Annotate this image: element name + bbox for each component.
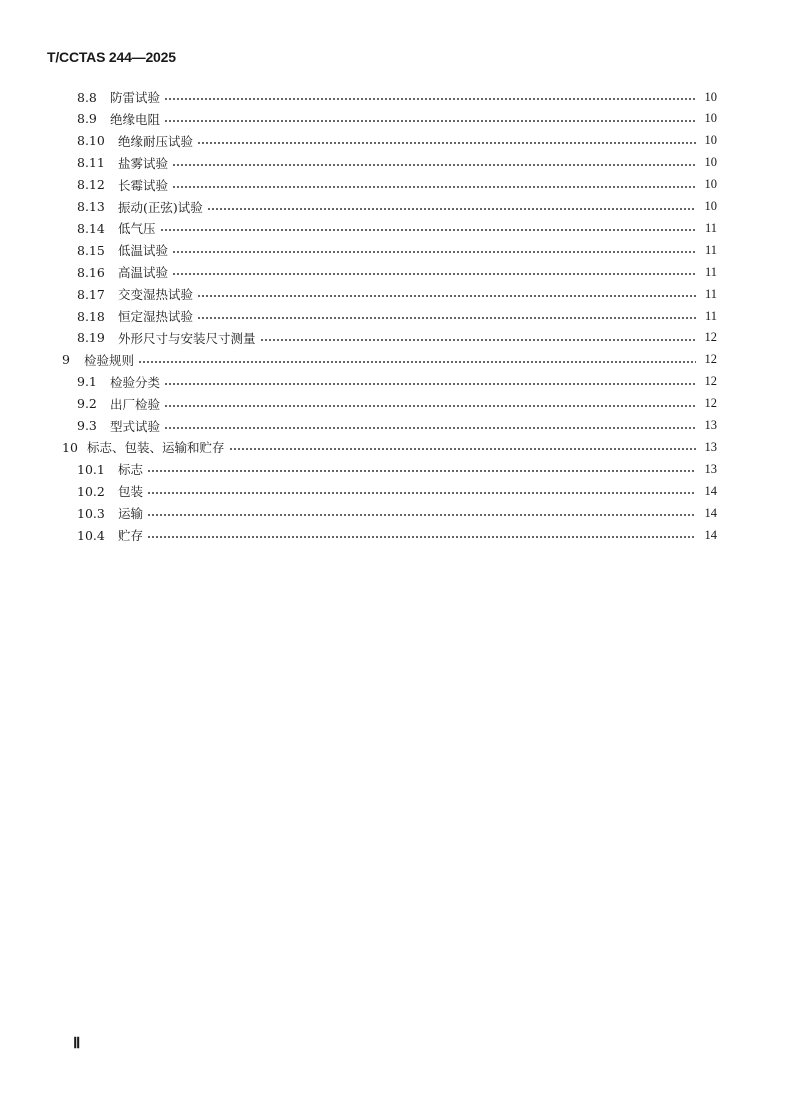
toc-entry[interactable] [0, 283, 790, 305]
toc-entry[interactable] [0, 436, 790, 458]
dot-leader [164, 376, 696, 388]
toc-entry-page: 14 [704, 483, 717, 498]
toc-entry-number: 8.10 [77, 133, 105, 149]
toc-entry[interactable] [0, 130, 790, 152]
toc-entry-number: 10.1 [77, 461, 105, 477]
toc-entry-number: 8.16 [77, 264, 105, 280]
toc-entry-page: 10 [704, 89, 717, 104]
toc-entry-number: 8.9 [77, 111, 97, 127]
toc-entry-title: 贮存 [118, 528, 144, 543]
toc-entry[interactable] [0, 502, 790, 524]
toc-entry-title: 低温试验 [118, 243, 169, 259]
toc-entry-title: 长霉试验 [118, 177, 169, 193]
toc-entry-page: 11 [704, 264, 717, 279]
toc-entry-page: 10 [704, 177, 717, 192]
toc-entry-page: 11 [704, 242, 717, 257]
dot-leader [197, 310, 696, 322]
toc-entry-number: 9.2 [77, 396, 97, 412]
dot-leader [260, 332, 696, 344]
toc-entry-title: 低气压 [118, 221, 156, 237]
toc-entry-title: 外形尺寸与安装尺寸测量 [118, 330, 256, 346]
dot-leader [164, 113, 696, 125]
toc-entry[interactable] [0, 371, 790, 393]
toc-entry-number: 10.2 [77, 483, 105, 499]
dot-leader [197, 135, 696, 147]
toc-entry[interactable] [0, 217, 790, 239]
toc-entry-page: 11 [704, 286, 717, 301]
toc-entry-page: 12 [704, 352, 717, 367]
toc-entry-title: 标志、包装、运输和贮存 [87, 440, 225, 456]
dot-leader [147, 485, 696, 497]
toc-entry-page: 12 [704, 330, 717, 345]
toc-entry-number: 8.13 [77, 199, 105, 214]
dot-leader [147, 507, 696, 519]
toc-entry-title: 检验规则 [84, 352, 135, 368]
toc-entry-number: 9.1 [77, 374, 97, 390]
toc-entry-page: 12 [704, 396, 717, 411]
dot-leader [229, 441, 696, 453]
toc-entry-title: 绝缘耐压试验 [118, 133, 194, 149]
toc-entry[interactable] [0, 480, 790, 502]
toc-entry[interactable] [0, 196, 790, 218]
toc-entry-title: 出厂检验 [110, 396, 161, 412]
dot-leader [160, 222, 696, 234]
toc-entry-title: 运输 [118, 506, 144, 522]
dot-leader [138, 354, 696, 366]
toc-entry-number: 8.15 [77, 242, 105, 258]
toc-entry-number: 9 [62, 352, 70, 368]
toc-entry-page: 13 [704, 461, 717, 476]
toc-entry[interactable] [0, 393, 790, 415]
toc-entry-title: 防雷试验 [110, 90, 161, 105]
toc-entry[interactable] [0, 415, 790, 437]
toc-entry-page: 10 [704, 199, 717, 213]
toc-entry-page: 12 [704, 374, 717, 389]
toc-entry[interactable] [0, 152, 790, 174]
toc-entry-number: 10.3 [77, 505, 105, 521]
dot-leader [164, 420, 696, 432]
toc-entry-title: 绝缘电阻 [110, 111, 161, 127]
toc-entry[interactable] [0, 327, 790, 349]
dot-leader [172, 179, 696, 191]
toc-entry-page: 14 [704, 527, 717, 542]
dot-leader [172, 157, 696, 169]
toc-entry-page: 13 [704, 418, 717, 432]
toc-entry-page: 10 [704, 155, 717, 170]
toc-entry-number: 8.11 [77, 155, 105, 171]
toc-entry-page: 11 [704, 308, 717, 323]
toc-entry[interactable] [0, 86, 790, 108]
toc-entry[interactable] [0, 174, 790, 196]
dot-leader [197, 288, 696, 300]
toc-entry[interactable] [0, 239, 790, 261]
dot-leader [164, 91, 696, 103]
dot-leader [164, 398, 696, 410]
toc-entry-number: 10 [62, 439, 78, 455]
document-id-header: T/CCTAS 244—2025 [47, 49, 176, 65]
toc-entry-number: 8.14 [77, 220, 105, 236]
toc-entry-title: 恒定湿热试验 [118, 309, 194, 324]
toc-entry-title: 振动(正弦)试验 [118, 199, 203, 215]
toc-entry[interactable] [0, 458, 790, 480]
toc-entry[interactable] [0, 349, 790, 371]
dot-leader [147, 529, 696, 541]
toc-entry-page: 10 [704, 111, 717, 126]
toc-entry-page: 13 [704, 439, 717, 454]
toc-entry-number: 8.12 [77, 177, 105, 193]
toc-entry-number: 8.8 [77, 89, 97, 105]
toc-entry-number: 10.4 [77, 527, 105, 543]
toc-entry-title: 高温试验 [118, 265, 169, 281]
page-number-footer: Ⅱ [73, 1036, 81, 1052]
dot-leader [172, 266, 696, 278]
toc-entry-number: 9.3 [77, 418, 97, 433]
dot-leader [147, 463, 696, 475]
toc-entry-title: 型式试验 [110, 418, 161, 434]
toc-entry[interactable] [0, 261, 790, 283]
dot-leader [207, 201, 696, 213]
toc-entry[interactable] [0, 524, 790, 546]
toc-entry-page: 11 [704, 220, 717, 235]
toc-entry-title: 盐雾试验 [118, 155, 169, 171]
toc-entry[interactable] [0, 305, 790, 327]
toc-entry-page: 10 [704, 133, 717, 148]
toc-entry-title: 包装 [118, 484, 144, 500]
toc-entry-title: 标志 [118, 462, 144, 478]
toc-entry-number: 8.17 [77, 286, 105, 302]
toc-entry-number: 8.18 [77, 308, 105, 324]
toc-entry-page: 14 [704, 505, 717, 520]
toc-entry-number: 8.19 [77, 330, 105, 346]
toc-entry[interactable] [0, 108, 790, 130]
toc-entry-title: 交变湿热试验 [118, 287, 194, 303]
toc-entry-title: 检验分类 [110, 374, 161, 390]
dot-leader [172, 244, 696, 256]
